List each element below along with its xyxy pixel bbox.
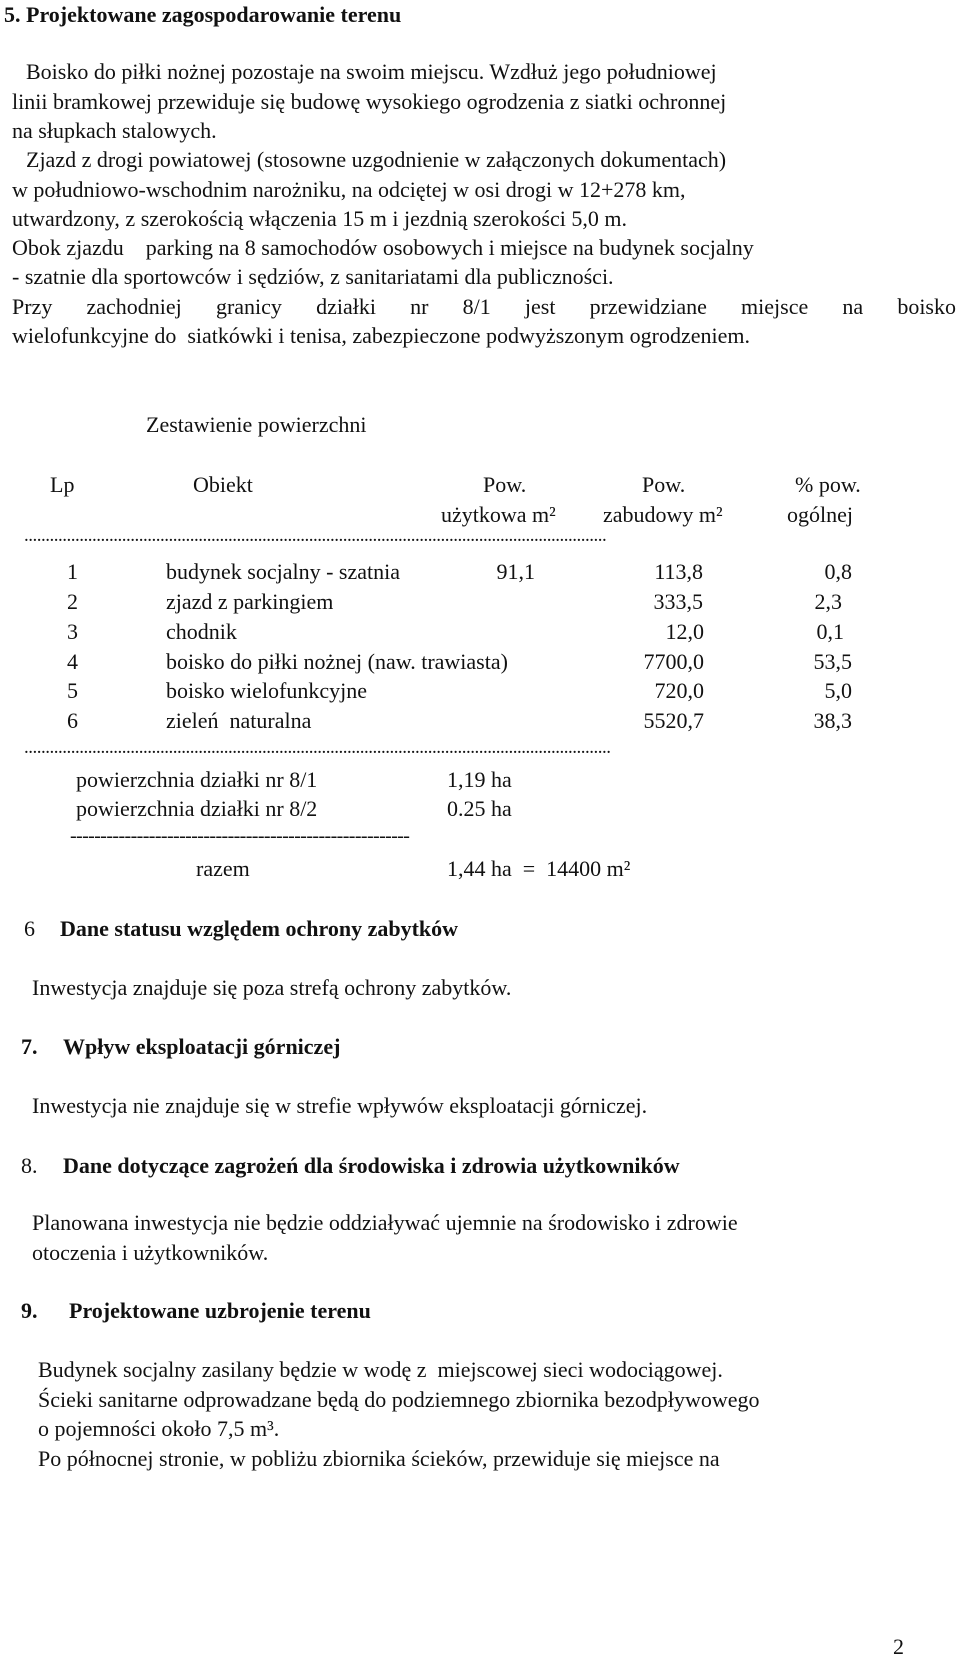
table-cell-pct: 53,5 bbox=[813, 649, 852, 674]
paragraph-line: Boisko do piłki nożnej pozostaje na swoim miejscu. Wzdłuż jego południowej bbox=[26, 59, 717, 84]
paragraph-line: wielofunkcyjne do siatkówki i tenisa, zabezpieczone podwyższonym ogrodzeniem. bbox=[12, 323, 750, 348]
total-label: razem bbox=[196, 856, 250, 881]
dashed-separator: -------------------------------------------------------- bbox=[70, 826, 410, 846]
col-header-lp: Lp bbox=[50, 472, 75, 497]
table-cell-zab: 12,0 bbox=[665, 619, 704, 644]
col-header-pow-uzytkowa: Pow. bbox=[483, 472, 527, 497]
section-9-text: Ścieki sanitarne odprowadzane będą do podziemnego zbiornika bezodpływowego bbox=[38, 1387, 760, 1412]
section-6-number: 6 bbox=[24, 916, 35, 941]
section-8-number: 8. bbox=[21, 1153, 38, 1178]
paragraph-line: utwardzony, z szerokością włączenia 15 m i jezdnią szerokości 5,0 m. bbox=[12, 206, 627, 231]
table-cell-name: zjazd z parkingiem bbox=[166, 589, 334, 614]
table-cell-name: boisko do piłki nożnej (naw. trawiasta) bbox=[166, 649, 508, 674]
section-8-text: Planowana inwestycja nie będzie oddziaływać ujemnie na środowisko i zdrowie bbox=[32, 1210, 738, 1235]
section-8-heading: Dane dotyczące zagrożeń dla środowiska i zdrowia użytkowników bbox=[63, 1153, 680, 1178]
area-label: powierzchnia działki nr 8/1 bbox=[76, 767, 318, 792]
paragraph-line: na słupkach stalowych. bbox=[12, 118, 217, 143]
section-6-heading: Dane statusu względem ochrony zabytków bbox=[60, 916, 459, 941]
table-cell-zab: 7700,0 bbox=[643, 649, 704, 674]
page-number: 2 bbox=[893, 1634, 904, 1659]
col-header-pow-zabudowy-unit: zabudowy m² bbox=[603, 502, 723, 527]
table-cell-lp: 1 bbox=[67, 559, 78, 584]
table-cell-pct: 0,1 bbox=[816, 619, 844, 644]
total-value: 1,44 ha = 14400 m² bbox=[447, 856, 631, 881]
col-header-obiekt: Obiekt bbox=[193, 472, 253, 497]
section-5-heading: 5. Projektowane zagospodarowanie terenu bbox=[4, 2, 402, 27]
table-cell-name: budynek socjalny - szatnia bbox=[166, 559, 400, 584]
paragraph-line: linii bramkowej przewiduje się budowę wysokiego ogrodzenia z siatki ochronnej bbox=[12, 89, 727, 114]
table-cell-uz: 91,1 bbox=[496, 559, 535, 584]
dotted-separator: ......................................................................................................................................... bbox=[24, 526, 607, 545]
section-9-text: o pojemności około 7,5 m³. bbox=[38, 1416, 280, 1441]
section-7-heading: Wpływ eksploatacji górniczej bbox=[63, 1034, 341, 1059]
dotted-separator: .......................................................................................................................................... bbox=[24, 738, 611, 757]
paragraph-line: Obok zjazdu parking na 8 samochodów osobowych i miejsce na budynek socjalny bbox=[12, 235, 754, 260]
section-6-text: Inwestycja znajduje się poza strefą ochrony zabytków. bbox=[32, 975, 512, 1000]
table-cell-lp: 5 bbox=[67, 678, 78, 703]
section-8-text: otoczenia i użytkowników. bbox=[32, 1240, 269, 1265]
section-9-number: 9. bbox=[21, 1298, 38, 1323]
area-value: 1,19 ha bbox=[447, 767, 512, 792]
area-value: 0.25 ha bbox=[447, 796, 512, 821]
col-header-pct: % pow. bbox=[795, 472, 861, 497]
table-cell-pct: 5,0 bbox=[824, 678, 852, 703]
col-header-pow-zabudowy: Pow. bbox=[642, 472, 686, 497]
col-header-pow-uzytkowa-unit: użytkowa m² bbox=[441, 502, 556, 527]
section-7-text: Inwestycja nie znajduje się w strefie wpływów eksploatacji górniczej. bbox=[32, 1093, 648, 1118]
paragraph-line: - szatnie dla sportowców i sędziów, z sanitariatami dla publiczności. bbox=[12, 264, 614, 289]
table-cell-pct: 0,8 bbox=[824, 559, 852, 584]
paragraph-line: Zjazd z drogi powiatowej (stosowne uzgodnienie w załączonych dokumentach) bbox=[26, 147, 727, 172]
table-title: Zestawienie powierzchni bbox=[146, 412, 367, 437]
table-cell-lp: 2 bbox=[67, 589, 78, 614]
table-cell-lp: 4 bbox=[67, 649, 78, 674]
section-9-text: Budynek socjalny zasilany będzie w wodę z miejscowej sieci wodociągowej. bbox=[38, 1357, 723, 1382]
table-cell-pct: 2,3 bbox=[814, 589, 842, 614]
col-header-pct-sub: ogólnej bbox=[787, 502, 853, 527]
paragraph-line: w południowo-wschodnim narożniku, na odciętej w osi drogi w 12+278 km, bbox=[12, 177, 686, 202]
section-7-number: 7. bbox=[21, 1034, 38, 1059]
table-cell-zab: 720,0 bbox=[654, 678, 704, 703]
table-cell-name: boisko wielofunkcyjne bbox=[166, 678, 368, 703]
table-cell-zab: 333,5 bbox=[653, 589, 703, 614]
section-9-text: Po północnej stronie, w pobliżu zbiornika ścieków, przewiduje się miejsce na bbox=[38, 1446, 720, 1471]
table-cell-pct: 38,3 bbox=[813, 708, 852, 733]
section-9-heading: Projektowane uzbrojenie terenu bbox=[69, 1298, 371, 1323]
table-cell-zab: 113,8 bbox=[654, 559, 703, 584]
table-cell-lp: 3 bbox=[67, 619, 78, 644]
paragraph-line-justified: Przy zachodniej granicy działki nr 8/1 jest przewidziane miejsce na boisko bbox=[12, 296, 956, 319]
area-label: powierzchnia działki nr 8/2 bbox=[76, 796, 318, 821]
table-cell-name: chodnik bbox=[166, 619, 237, 644]
table-cell-lp: 6 bbox=[67, 708, 78, 733]
table-cell-zab: 5520,7 bbox=[643, 708, 704, 733]
table-cell-name: zieleń naturalna bbox=[166, 708, 312, 733]
